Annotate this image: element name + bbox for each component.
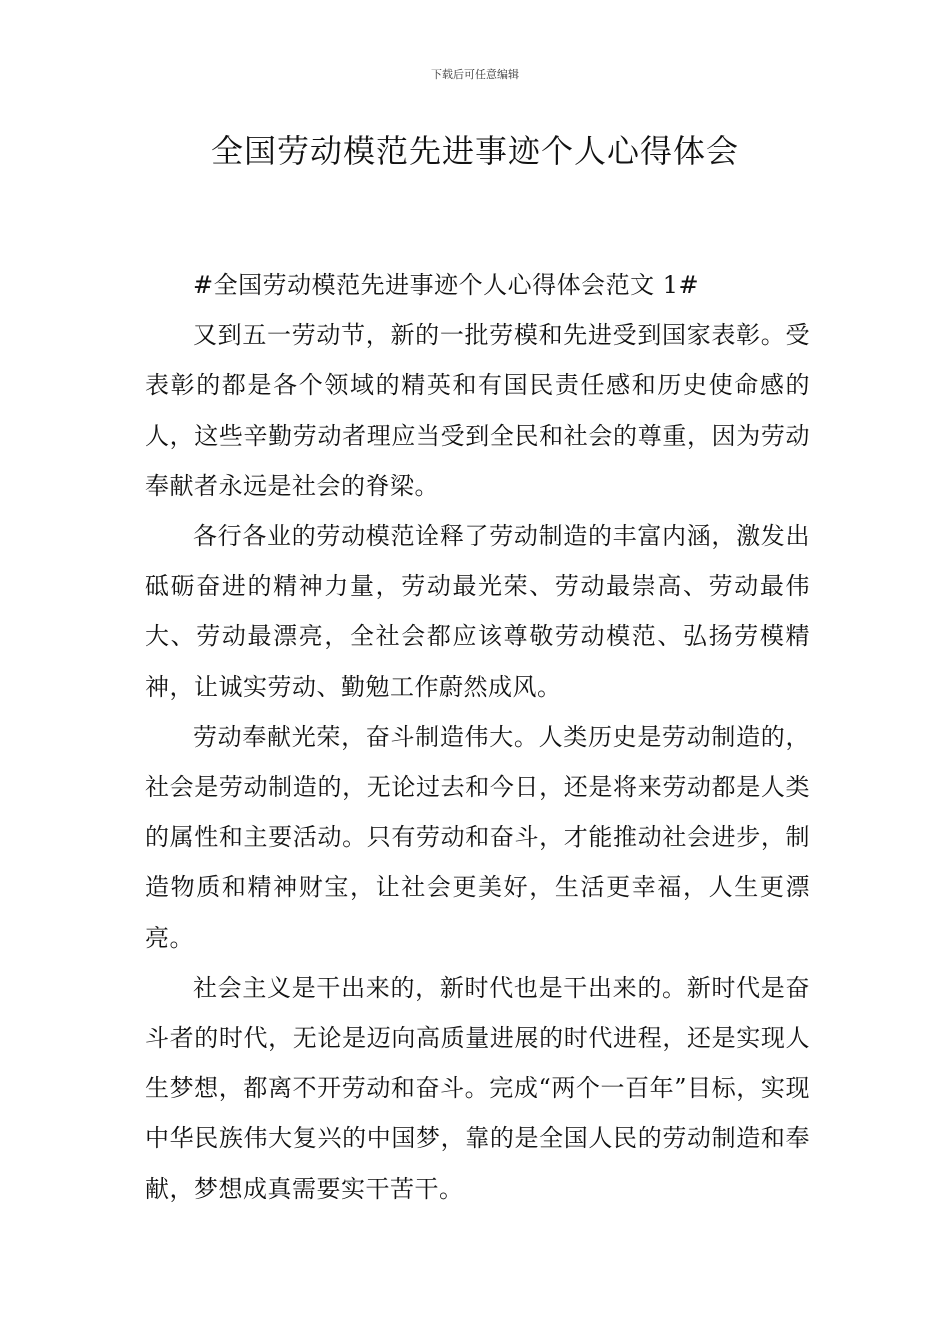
document-title: 全国劳动模范先进事迹个人心得体会 (210, 132, 739, 170)
paragraph: 劳动奉献光荣，奋斗制造伟大。人类历史是劳动制造的，社会是劳动制造的，无论过去和今日，还是将来劳动都是人类的属性和主要活动。只有劳动和奋斗，才能推动社会进步，制造物质和精神财宝，让社会更美好，生活更幸福，人生更漂亮。 (145, 722, 810, 952)
section-heading: #全国劳动模范先进事迹个人心得体会范文 1# (193, 271, 700, 299)
paragraph: 又到五一劳动节，新的一批劳模和先进受到国家表彰。受表彰的都是各个领域的精英和有国民责任感和历史使命感的人，这些辛勤劳动者理应当受到全民和社会的尊重，因为劳动奉献者永远是社会的脊梁。 (145, 321, 810, 500)
document-body (145, 260, 810, 1214)
paragraph: 各行各业的劳动模范诠释了劳动制造的丰富内涵，激发出砥砺奋进的精神力量，劳动最光荣、劳动最崇高、劳动最伟大、劳动最漂亮，全社会都应该尊敬劳动模范、弘扬劳模精神，让诚实劳动、勤勉工作蔚然成风。 (145, 522, 810, 701)
header-note: 下载后可任意编辑 (431, 68, 519, 81)
paragraph: 社会主义是干出来的，新时代也是干出来的。新时代是奋斗者的时代，无论是迈向高质量进展的时代进程，还是实现人生梦想，都离不开劳动和奋斗。完成“两个一百年”目标，实现中华民族伟大复兴的中国梦，靠的是全国人民的劳动制造和奉献，梦想成真需要实干苦干。 (145, 973, 810, 1203)
